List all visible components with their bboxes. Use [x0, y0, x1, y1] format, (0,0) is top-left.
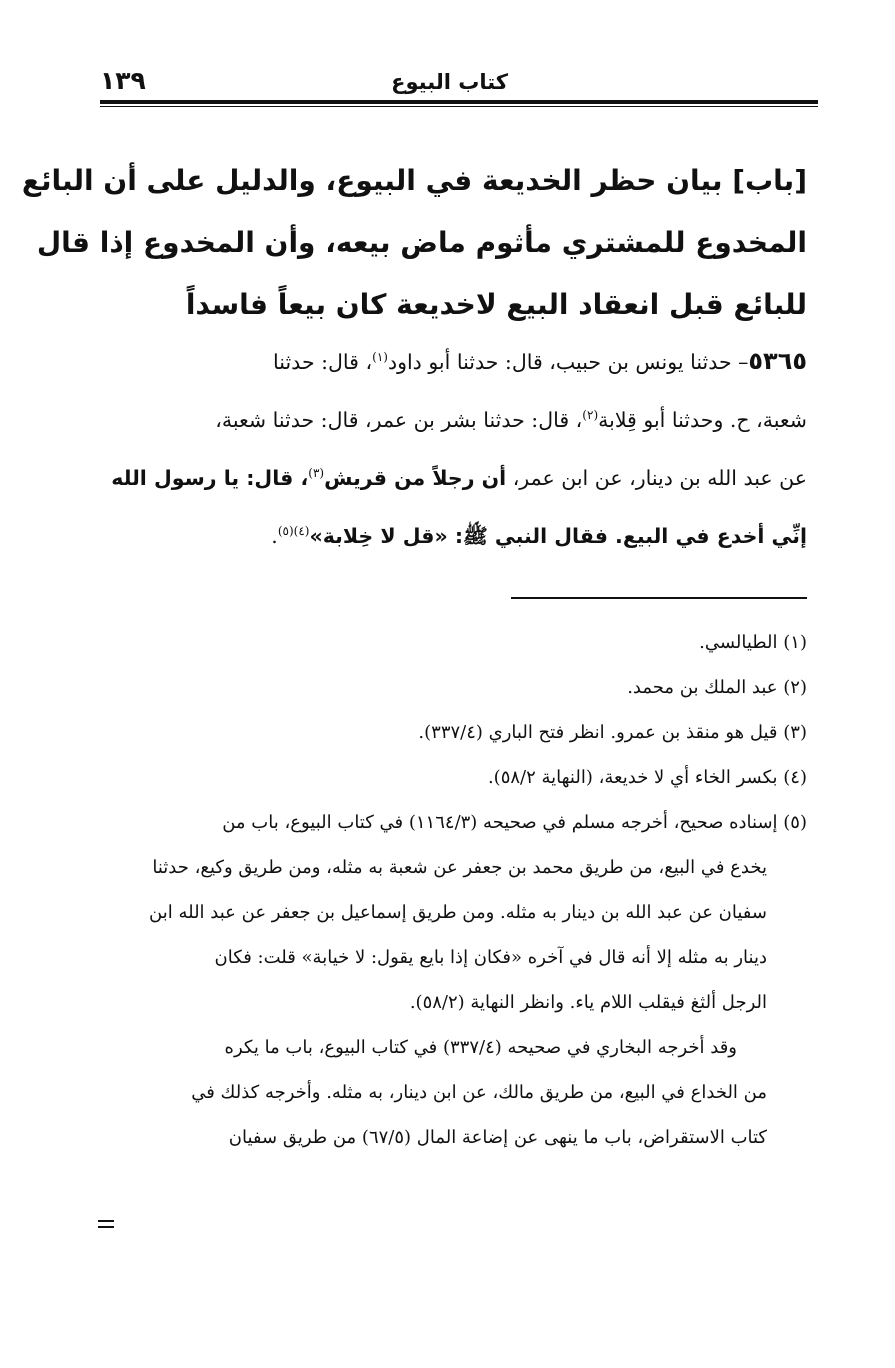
hadith-line — [89, 391, 807, 449]
footnote-1: (١) الطيالسي. — [699, 632, 807, 653]
chapter-title-line: للبائع قبل انعقاد البيع لاخديعة كان بيعاً فاسداً — [185, 288, 807, 321]
footnote-5-line: دينار به مثله إلا أنه قال في آخره «فكان إذا بايع يقول: لا خيابة» قلت: فكان — [214, 947, 767, 968]
chapter-title-line: [باب] بيان حظر الخديعة في البيوع، والدليل على أن البائع — [21, 164, 807, 197]
hadith-text-segment: – حدثنا يونس بن حبيب، قال: حدثنا أبو داود — [387, 350, 749, 374]
hadith-matn: إنِّي أخدع في البيع. فقال النبي ﷺ: «قل لا خِلابة» — [309, 524, 807, 548]
footnotes — [89, 620, 807, 1160]
hadith-line — [89, 332, 807, 391]
footnote-separator — [511, 597, 807, 599]
hadith-line — [89, 507, 807, 565]
footnote-5-line: يخدع في البيع، من طريق محمد بن جعفر عن شعبة به مثله، ومن طريق وكيع، حدثنا — [152, 857, 767, 878]
running-header — [100, 66, 818, 100]
footnote-ref: (٢) — [582, 408, 599, 423]
footnote-5-line: سفيان عن عبد الله بن دينار به مثله. ومن طريق إسماعيل بن جعفر عن عبد الله ابن — [149, 902, 767, 923]
footnote-5-paragraph-line: وقد أخرجه البخاري في صحيحه (٣٣٧/٤) في كتاب البيوع، باب ما يكره — [224, 1037, 737, 1058]
page-number: ١٣٩ — [100, 66, 146, 95]
continuation-mark — [98, 1220, 114, 1228]
header-rule — [100, 100, 818, 107]
footnote-5-paragraph-line: كتاب الاستقراض، باب ما ينهى عن إضاعة المال (٦٧/٥) من طريق سفيان — [228, 1127, 767, 1148]
chapter-title — [21, 150, 807, 336]
footnote-5-line: (٥) إسناده صحيح، أخرجه مسلم في صحيحه (١١٦٤/٣) في كتاب البيوع، باب من — [222, 812, 807, 833]
hadith-text-segment: ، قال: حدثنا بشر بن عمر، قال: حدثنا شعبة، — [215, 408, 583, 432]
footnote-ref: (٥) — [277, 524, 294, 539]
hadith-matn: ، قال: يا رسول الله — [111, 466, 309, 490]
hadith-number: ٥٣٦٥ — [748, 347, 807, 375]
footnote-ref: (١) — [372, 350, 388, 365]
footnote-5-line: الرجل ألثغ فيقلب اللام ياء. وانظر النهاية (٥٨/٢). — [409, 992, 767, 1013]
book-title: كتاب البيوع — [391, 70, 508, 94]
hadith-text-segment: عن عبد الله بن دينار، عن ابن عمر، — [506, 466, 807, 490]
hadith-text-segment: . — [271, 524, 278, 548]
footnote-4: (٤) بكسر الخاء أي لا خديعة، (النهاية ٥٨/٢). — [487, 767, 807, 788]
hadith-text — [89, 332, 807, 565]
footnote-ref: (٣) — [308, 466, 325, 481]
footnote-3: (٣) قيل هو منقذ بن عمرو. انظر فتح الباري (٣٣٧/٤). — [418, 722, 807, 743]
hadith-text-segment: شعبة، ح. وحدثنا أبو قِلابة — [598, 408, 807, 432]
hadith-line — [89, 449, 807, 507]
hadith-text-segment: ، قال: حدثنا — [273, 350, 373, 374]
hadith-matn: أن رجلاً من قريش — [324, 466, 507, 490]
footnote-5-paragraph-line: من الخداع في البيع، من طريق مالك، عن ابن دينار، به مثله. وأخرجه كذلك في — [191, 1082, 767, 1103]
footnote-2: (٢) عبد الملك بن محمد. — [627, 677, 807, 698]
footnote-ref: (٤) — [293, 524, 310, 539]
chapter-title-line: المخدوع للمشتري مأثوم ماض بيعه، وأن المخدوع إذا قال — [36, 226, 807, 259]
